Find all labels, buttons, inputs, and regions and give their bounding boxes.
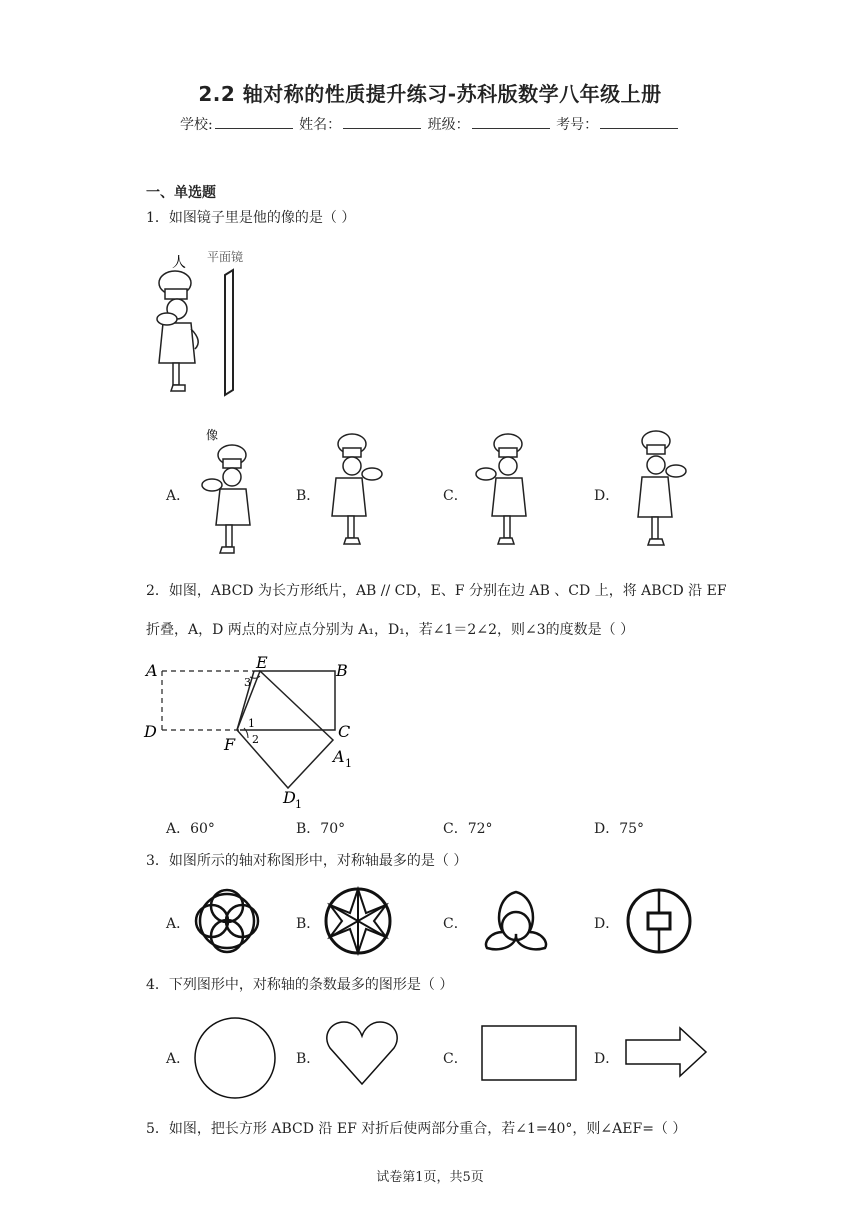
label-d: D	[144, 722, 157, 741]
label-d1: D	[283, 788, 296, 807]
q1-option-figure-b	[322, 430, 382, 560]
q4-figure-arrow	[624, 1026, 708, 1078]
q4-option-d[interactable]: D．	[594, 1051, 620, 1067]
person-label: 人	[172, 255, 186, 271]
student-info-line	[180, 114, 680, 134]
angle-2-label: 2	[252, 733, 259, 746]
exam-no-blank[interactable]	[600, 116, 678, 129]
question-2-line-2: 折叠，A，D 两点的对应点分别为 A₁，D₁，若∠1＝2∠2，则∠3的度数是（ ）	[146, 622, 635, 638]
q4-figure-heart	[324, 1018, 400, 1088]
angle-1-label: 1	[248, 717, 255, 730]
q2-option-a[interactable]: A．60°	[166, 821, 215, 837]
q3-figure-c	[481, 886, 551, 954]
question-1-text: 1．如图镜子里是他的像的是（ ）	[146, 210, 356, 226]
q2-option-d[interactable]: D．75°	[594, 821, 645, 837]
q3-option-a[interactable]: A．	[166, 916, 191, 932]
mirror-label: 平面镜	[207, 250, 244, 264]
q2-option-c[interactable]: C．72°	[443, 821, 493, 837]
q4-option-c[interactable]: C．	[443, 1051, 468, 1067]
question-5-text: 5．如图，把长方形 ABCD 沿 EF 对折后使两部分重合，若∠1=40°，则∠AEF=（ ）	[146, 1121, 687, 1137]
q1-option-d[interactable]: D．	[594, 488, 620, 504]
q3-option-b[interactable]: B．	[296, 916, 321, 932]
q1-option-c[interactable]: C．	[443, 488, 468, 504]
question-3-text: 3．如图所示的轴对称图形中，对称轴最多的是（ ）	[146, 853, 468, 869]
q4-option-a[interactable]: A．	[166, 1051, 191, 1067]
q3-option-c[interactable]: C．	[443, 916, 468, 932]
q1-option-figure-a	[200, 425, 260, 560]
chef-figure	[157, 271, 198, 391]
image-label: 像	[206, 428, 219, 442]
q2-folding-figure	[140, 650, 370, 810]
label-c: C	[338, 722, 351, 741]
label-a1: A	[333, 747, 345, 766]
name-label: 姓名：	[299, 117, 342, 133]
q3-option-d[interactable]: D．	[594, 916, 620, 932]
q1-option-b[interactable]: B．	[296, 488, 321, 504]
label-e: E	[256, 653, 268, 672]
label-b: B	[336, 661, 348, 680]
school-blank[interactable]	[215, 116, 293, 129]
label-d1-subscript: 1	[295, 798, 302, 811]
name-blank[interactable]	[343, 116, 421, 129]
question-4-text: 4．下列图形中，对称轴的条数最多的图形是（ ）	[146, 977, 454, 993]
page-title: 2.2 轴对称的性质提升练习-苏科版数学八年级上册	[198, 82, 662, 106]
class-label: 班级：	[427, 117, 470, 133]
q3-figure-b	[323, 886, 393, 956]
page-footer: 试卷第1页，共5页	[376, 1170, 484, 1185]
school-label: 学校:	[180, 117, 213, 133]
label-a: A	[146, 661, 158, 680]
q4-figure-rectangle	[480, 1024, 580, 1084]
q1-option-a[interactable]: A．	[166, 488, 191, 504]
mirror-shape	[225, 270, 233, 395]
label-f: F	[224, 735, 236, 754]
q1-main-figure	[145, 245, 265, 400]
q3-figure-a	[192, 886, 262, 956]
exam-no-label: 考号：	[556, 117, 599, 133]
q3-figure-d	[624, 886, 694, 956]
q2-option-b[interactable]: B．70°	[296, 821, 346, 837]
label-a1-subscript: 1	[345, 757, 352, 770]
q1-option-figure-d	[622, 425, 692, 560]
angle-3-label: 3	[244, 676, 251, 689]
class-blank[interactable]	[472, 116, 550, 129]
q1-option-figure-c	[470, 428, 540, 558]
section-heading: 一、单选题	[146, 185, 216, 201]
q4-figure-circle	[193, 1016, 277, 1100]
question-2-line-1: 2．如图，ABCD 为长方形纸片，AB // CD，E、F 分别在边 AB 、CD 上，将 ABCD 沿 EF	[146, 583, 727, 599]
q4-option-b[interactable]: B．	[296, 1051, 321, 1067]
